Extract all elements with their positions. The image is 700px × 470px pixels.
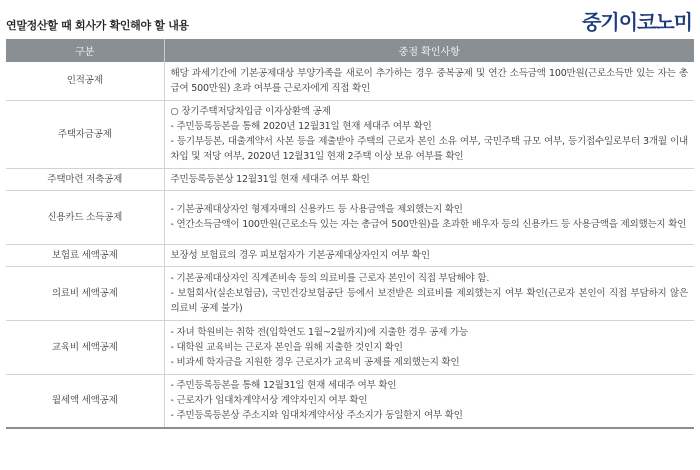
document-title: 연말정산할 때 회사가 확인해야 할 내용 xyxy=(6,19,189,32)
row-category: 보험료 세액공제 xyxy=(6,244,164,266)
row-details xyxy=(164,168,694,190)
detail-line: - 자녀 학원비는 취학 전(입학연도 1월~2월까지)에 지출한 경우 공제 가능 xyxy=(170,326,468,338)
table-row xyxy=(6,320,694,374)
row-category: 인적공제 xyxy=(6,62,164,100)
table-row xyxy=(6,190,694,244)
row-category: 신용카드 소득공제 xyxy=(6,190,164,244)
column-header-details: 중점 확인사항 xyxy=(164,39,694,62)
row-category: 주택자금공제 xyxy=(6,100,164,168)
detail-line: - 비과세 학자금을 지원한 경우 근로자가 교육비 공제를 제외했는지 확인 xyxy=(170,356,460,368)
row-details xyxy=(164,244,694,266)
detail-line: ○ 장기주택저당차입금 이자상환액 공제 xyxy=(170,106,331,117)
row-details xyxy=(164,190,694,244)
table-row xyxy=(6,100,694,168)
detail-line: - 주민등록등본을 통해 12월31일 현재 세대주 여부 확인 xyxy=(170,380,397,392)
row-details xyxy=(164,374,694,428)
detail-line: 해당 과세기간에 기본공제대상 부양가족을 새로이 추가하는 경우 중복공제 및 연간 소득금액 100만원(근로소득만 있는 자는 총급여 500만원) 초과 여부를 근로자에게 직접 확인 xyxy=(170,67,688,94)
detail-line: - 기본공제대상자인 형제자매의 신용카드 등 사용금액을 제외했는지 확인 xyxy=(170,204,463,215)
row-category: 월세액 세액공제 xyxy=(6,374,164,428)
table-row xyxy=(6,244,694,266)
detail-line: - 연간소득금액이 100만원(근로소득 있는 자는 총급여 500만원)을 초과한 배우자 등의 신용카드 등 사용금액을 제외했는지 확인 xyxy=(170,219,687,230)
row-details xyxy=(164,320,694,374)
brand-logo: 중기이코노미 xyxy=(582,10,692,34)
table-row xyxy=(6,168,694,190)
detail-line: - 등기부등본, 대출계약서 사본 등을 제출받아 주택의 근로자 본인 소유 여부, 국민주택 규모 여부, 등기접수일로부터 3개월 이내 차입 및 저당 여부, 2020년 12월31일 현재 2주택 이상 보유 여부를 확인 xyxy=(170,136,688,162)
detail-line: 보장성 보험료의 경우 피보험자가 기본공제대상자인지 여부 확인 xyxy=(170,249,430,261)
row-details xyxy=(164,266,694,320)
detail-line: - 주민등록등본상 주소지와 임대차계약서상 주소지가 동일한지 여부 확인 xyxy=(170,410,463,422)
table-row xyxy=(6,266,694,320)
header xyxy=(0,0,700,38)
row-details xyxy=(164,100,694,168)
detail-line: - 기본공제대상자인 직계존비속 등의 의료비를 근로자 본인이 직접 부담해야 함. xyxy=(170,272,490,284)
table-row xyxy=(6,62,694,100)
row-details xyxy=(164,62,694,100)
detail-line: 주민등록등본상 12월31일 현재 세대주 여부 확인 xyxy=(170,173,370,185)
deduction-checklist-table xyxy=(6,39,694,429)
row-category: 교육비 세액공제 xyxy=(6,320,164,374)
column-header-category: 구분 xyxy=(6,39,164,62)
detail-line: - 대학원 교육비는 근로자 본인을 위해 지출한 것인지 확인 xyxy=(170,341,403,353)
detail-line: - 근로자가 임대차계약서상 계약자인지 여부 확인 xyxy=(170,395,368,407)
table-row xyxy=(6,374,694,428)
detail-line: - 주민등록등본을 통해 2020년 12월31일 현재 세대주 여부 확인 xyxy=(170,121,432,132)
table-header-row xyxy=(6,39,694,62)
row-category: 의료비 세액공제 xyxy=(6,266,164,320)
row-category: 주택마련 저축공제 xyxy=(6,168,164,190)
detail-line: - 보험회사(실손보험금), 국민건강보험공단 등에서 보전받은 의료비를 제외했는지 여부 확인(근로자 본인이 직접 부담하지 않은 의료비 공제 불가) xyxy=(170,287,688,314)
